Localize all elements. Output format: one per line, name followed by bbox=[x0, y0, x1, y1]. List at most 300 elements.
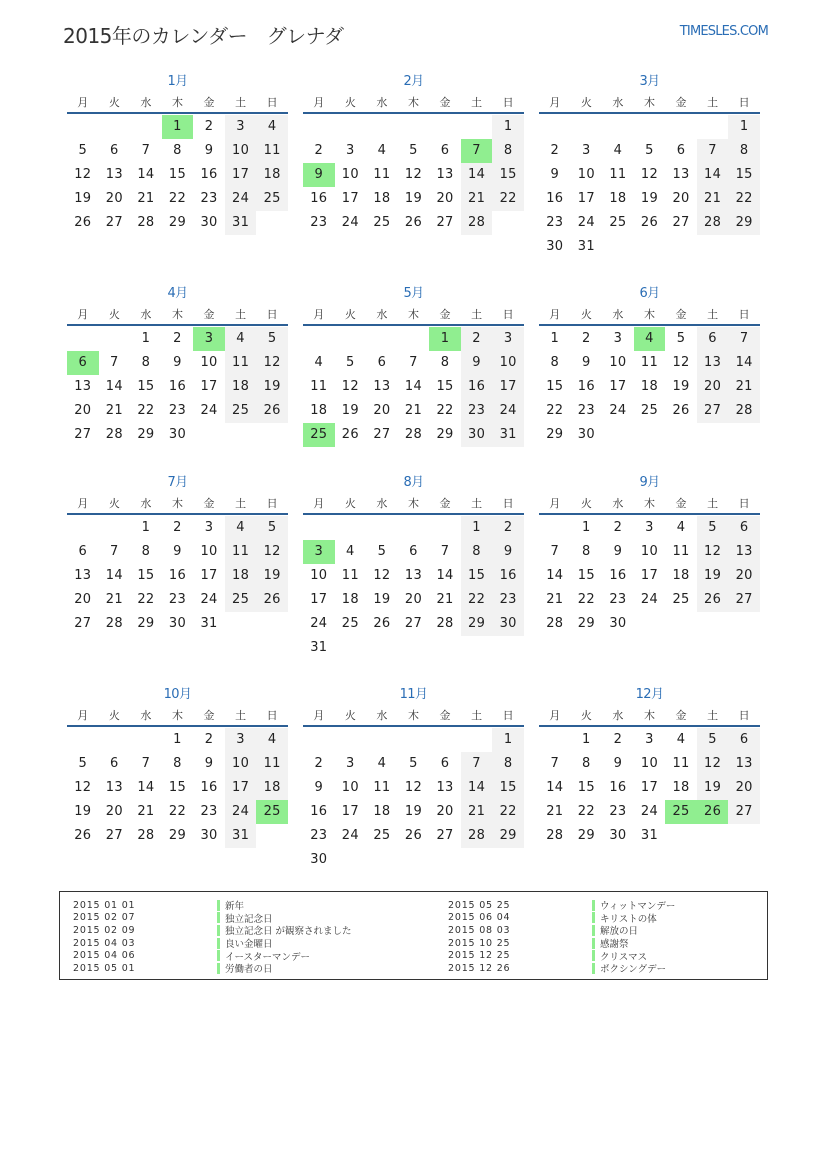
day-grid bbox=[303, 516, 524, 660]
holiday-list bbox=[59, 891, 768, 980]
weekday-label: 水 bbox=[612, 709, 624, 722]
day-cell: 15 bbox=[577, 780, 595, 795]
weekday-label: 火 bbox=[108, 497, 120, 510]
day-cell: 20 bbox=[436, 804, 454, 819]
day-cell: 12 bbox=[697, 540, 729, 564]
month-8 bbox=[303, 473, 524, 660]
day-cell: 31 bbox=[225, 211, 257, 235]
day-cell: 20 bbox=[697, 375, 729, 399]
day-cell: 11 bbox=[341, 568, 359, 583]
day-cell: 16 bbox=[200, 780, 218, 795]
empty-cell bbox=[303, 115, 335, 139]
day-cell: 27 bbox=[74, 616, 92, 631]
day-cell: 21 bbox=[137, 804, 155, 819]
day-cell: 28 bbox=[137, 215, 155, 230]
day-cell: 3 bbox=[645, 732, 654, 747]
day-cell: 15 bbox=[137, 379, 155, 394]
weekday-label: 土 bbox=[471, 96, 483, 109]
holiday-day-cell: 3 bbox=[193, 327, 225, 351]
day-cell: 24 bbox=[492, 399, 524, 423]
day-cell: 30 bbox=[609, 828, 627, 843]
day-cell: 21 bbox=[697, 187, 729, 211]
empty-cell bbox=[366, 516, 398, 540]
day-cell: 16 bbox=[609, 780, 627, 795]
weekday-header bbox=[67, 304, 288, 326]
holiday-row bbox=[448, 937, 675, 950]
day-cell: 12 bbox=[74, 780, 92, 795]
weekday-label: 火 bbox=[344, 497, 356, 510]
day-cell: 14 bbox=[137, 167, 155, 182]
empty-cell bbox=[366, 327, 398, 351]
day-cell: 4 bbox=[225, 516, 257, 540]
day-cell: 21 bbox=[404, 403, 423, 418]
day-cell: 15 bbox=[137, 568, 155, 583]
day-cell: 26 bbox=[74, 215, 92, 230]
day-cell: 12 bbox=[404, 780, 423, 795]
day-cell: 10 bbox=[200, 544, 218, 559]
day-cell: 2 bbox=[173, 520, 182, 535]
day-cell: 17 bbox=[492, 375, 524, 399]
month-9 bbox=[539, 473, 760, 636]
day-grid bbox=[539, 728, 760, 848]
day-cell: 14 bbox=[436, 568, 454, 583]
weekday-label: 土 bbox=[707, 497, 719, 510]
day-cell: 18 bbox=[373, 804, 391, 819]
weekday-label: 土 bbox=[471, 308, 483, 321]
day-cell: 28 bbox=[137, 828, 155, 843]
day-cell: 9 bbox=[613, 544, 623, 559]
day-cell: 17 bbox=[200, 568, 218, 583]
day-cell: 16 bbox=[310, 804, 328, 819]
day-cell: 5 bbox=[697, 516, 729, 540]
empty-cell bbox=[429, 115, 461, 139]
day-cell: 5 bbox=[676, 331, 686, 346]
day-cell: 9 bbox=[492, 540, 524, 564]
empty-cell bbox=[130, 115, 162, 139]
holiday-marker bbox=[592, 925, 595, 936]
day-cell: 10 bbox=[200, 355, 218, 370]
day-cell: 11 bbox=[640, 355, 659, 370]
day-cell: 7 bbox=[550, 756, 560, 771]
day-cell: 17 bbox=[310, 592, 328, 607]
day-cell: 10 bbox=[225, 752, 257, 776]
weekday-label: 土 bbox=[471, 709, 483, 722]
holiday-row bbox=[73, 924, 352, 937]
day-cell: 28 bbox=[461, 211, 493, 235]
holiday-day-cell: 3 bbox=[303, 540, 335, 564]
day-cell: 1 bbox=[492, 115, 524, 139]
day-cell: 6 bbox=[728, 728, 760, 752]
holiday-marker bbox=[592, 900, 595, 911]
holiday-date: 2015 06 04 bbox=[448, 912, 511, 924]
weekday-label: 金 bbox=[439, 308, 451, 321]
weekday-label: 金 bbox=[203, 96, 215, 109]
holiday-marker bbox=[217, 963, 220, 974]
day-cell: 4 bbox=[225, 327, 257, 351]
day-cell: 23 bbox=[577, 403, 595, 418]
day-cell: 13 bbox=[672, 167, 690, 182]
holiday-name: ウィットマンデー bbox=[600, 901, 676, 913]
holiday-marker bbox=[217, 912, 220, 923]
day-cell: 21 bbox=[728, 375, 760, 399]
day-cell: 5 bbox=[409, 143, 418, 158]
weekday-label: 金 bbox=[439, 96, 451, 109]
weekday-label: 土 bbox=[235, 497, 247, 510]
day-cell: 20 bbox=[672, 191, 690, 206]
holiday-date: 2015 05 25 bbox=[448, 899, 511, 911]
day-cell: 16 bbox=[168, 568, 187, 583]
day-cell: 26 bbox=[404, 215, 423, 230]
day-cell: 28 bbox=[546, 616, 564, 631]
day-cell: 17 bbox=[225, 776, 257, 800]
empty-cell bbox=[429, 728, 461, 752]
empty-cell bbox=[539, 115, 571, 139]
day-cell: 26 bbox=[373, 616, 391, 631]
day-cell: 7 bbox=[550, 544, 560, 559]
day-cell: 18 bbox=[373, 191, 391, 206]
day-cell: 10 bbox=[225, 139, 257, 163]
weekday-label: 土 bbox=[707, 96, 719, 109]
day-cell: 16 bbox=[577, 379, 595, 394]
day-cell: 10 bbox=[492, 351, 524, 375]
day-cell: 18 bbox=[310, 403, 328, 418]
weekday-label: 土 bbox=[235, 96, 247, 109]
day-cell: 2 bbox=[173, 331, 182, 346]
day-cell: 23 bbox=[168, 403, 187, 418]
holiday-day-cell: 1 bbox=[162, 115, 194, 139]
day-cell: 28 bbox=[728, 399, 760, 423]
day-cell: 11 bbox=[310, 379, 328, 394]
day-cell: 21 bbox=[105, 403, 123, 418]
day-cell: 5 bbox=[256, 516, 288, 540]
weekday-label: 木 bbox=[171, 497, 183, 510]
day-cell: 8 bbox=[728, 139, 760, 163]
empty-cell bbox=[571, 115, 603, 139]
day-cell: 22 bbox=[461, 588, 493, 612]
weekday-label: 木 bbox=[407, 308, 419, 321]
day-cell: 16 bbox=[168, 379, 187, 394]
day-cell: 5 bbox=[409, 756, 418, 771]
day-cell: 4 bbox=[314, 355, 324, 370]
holiday-date: 2015 02 07 bbox=[73, 912, 136, 924]
empty-cell bbox=[634, 115, 666, 139]
holiday-row bbox=[448, 912, 675, 925]
holiday-marker bbox=[592, 963, 595, 974]
day-cell: 16 bbox=[492, 564, 524, 588]
weekday-label: 日 bbox=[738, 96, 750, 109]
day-cell: 23 bbox=[492, 588, 524, 612]
day-cell: 19 bbox=[256, 375, 288, 399]
day-cell: 16 bbox=[200, 167, 218, 182]
day-cell: 20 bbox=[74, 592, 92, 607]
day-cell: 30 bbox=[168, 616, 187, 631]
day-cell: 11 bbox=[225, 540, 257, 564]
holiday-date: 2015 12 25 bbox=[448, 950, 511, 962]
day-cell: 11 bbox=[256, 139, 288, 163]
weekday-label: 水 bbox=[612, 96, 624, 109]
day-cell: 9 bbox=[461, 351, 493, 375]
day-cell: 12 bbox=[256, 540, 288, 564]
day-cell: 30 bbox=[461, 423, 493, 447]
day-cell: 12 bbox=[697, 752, 729, 776]
holiday-row bbox=[448, 899, 675, 912]
empty-cell bbox=[67, 327, 99, 351]
day-cell: 22 bbox=[168, 804, 187, 819]
day-cell: 6 bbox=[728, 516, 760, 540]
day-cell: 23 bbox=[609, 592, 627, 607]
day-cell: 20 bbox=[404, 592, 423, 607]
weekday-label: 木 bbox=[643, 709, 655, 722]
weekday-header bbox=[303, 493, 524, 515]
holiday-date: 2015 01 01 bbox=[73, 899, 136, 911]
empty-cell bbox=[335, 115, 367, 139]
day-cell: 9 bbox=[613, 756, 623, 771]
day-cell: 2 bbox=[613, 520, 623, 535]
holiday-name: イースターマンデー bbox=[225, 951, 311, 963]
day-cell: 2 bbox=[314, 143, 324, 158]
day-cell: 10 bbox=[640, 756, 659, 771]
month-title: 9月 bbox=[639, 475, 660, 490]
day-cell: 15 bbox=[577, 568, 595, 583]
day-cell: 8 bbox=[141, 355, 151, 370]
day-cell: 19 bbox=[697, 564, 729, 588]
day-cell: 28 bbox=[105, 427, 123, 442]
day-cell: 10 bbox=[341, 167, 359, 182]
day-cell: 24 bbox=[225, 800, 257, 824]
weekday-label: 水 bbox=[140, 709, 152, 722]
weekday-label: 金 bbox=[675, 96, 687, 109]
month-title: 7月 bbox=[167, 475, 188, 490]
day-cell: 10 bbox=[341, 780, 359, 795]
day-cell: 27 bbox=[728, 588, 760, 612]
day-cell: 21 bbox=[546, 592, 564, 607]
day-cell: 22 bbox=[436, 403, 454, 418]
day-cell: 17 bbox=[341, 804, 359, 819]
day-cell: 5 bbox=[377, 544, 387, 559]
day-cell: 13 bbox=[728, 752, 760, 776]
day-cell: 14 bbox=[697, 163, 729, 187]
day-cell: 17 bbox=[225, 163, 257, 187]
month-1 bbox=[67, 72, 288, 235]
weekday-label: 水 bbox=[140, 96, 152, 109]
day-cell: 1 bbox=[461, 516, 493, 540]
day-cell: 15 bbox=[546, 379, 564, 394]
day-cell: 17 bbox=[200, 379, 218, 394]
month-7 bbox=[67, 473, 288, 636]
day-cell: 31 bbox=[225, 824, 257, 848]
empty-cell bbox=[398, 327, 430, 351]
weekday-label: 日 bbox=[738, 709, 750, 722]
day-cell: 8 bbox=[582, 756, 591, 771]
day-cell: 30 bbox=[200, 215, 218, 230]
month-12 bbox=[539, 685, 760, 848]
day-cell: 27 bbox=[404, 616, 423, 631]
day-cell: 31 bbox=[200, 616, 218, 631]
weekday-label: 月 bbox=[313, 308, 325, 321]
weekday-label: 火 bbox=[108, 308, 120, 321]
day-cell: 6 bbox=[377, 355, 387, 370]
holiday-day-cell: 25 bbox=[665, 800, 697, 824]
empty-cell bbox=[398, 728, 430, 752]
day-cell: 2 bbox=[582, 331, 591, 346]
holiday-date: 2015 05 01 bbox=[73, 962, 136, 974]
day-cell: 24 bbox=[640, 804, 659, 819]
weekday-label: 日 bbox=[502, 96, 514, 109]
day-cell: 25 bbox=[225, 588, 257, 612]
holiday-marker bbox=[592, 950, 595, 961]
day-cell: 11 bbox=[225, 351, 257, 375]
holiday-column-right bbox=[448, 899, 675, 975]
day-cell: 24 bbox=[341, 828, 359, 843]
day-cell: 25 bbox=[640, 403, 659, 418]
day-cell: 26 bbox=[697, 588, 729, 612]
day-cell: 17 bbox=[341, 191, 359, 206]
day-cell: 7 bbox=[440, 544, 450, 559]
weekday-label: 火 bbox=[580, 308, 592, 321]
empty-cell bbox=[429, 516, 461, 540]
day-cell: 27 bbox=[672, 215, 690, 230]
day-cell: 15 bbox=[436, 379, 454, 394]
day-cell: 11 bbox=[373, 780, 391, 795]
day-cell: 1 bbox=[582, 520, 591, 535]
day-cell: 7 bbox=[141, 143, 151, 158]
weekday-label: 土 bbox=[235, 308, 247, 321]
weekday-label: 水 bbox=[612, 308, 624, 321]
holiday-name: 良い金曜日 bbox=[225, 939, 273, 951]
day-cell: 20 bbox=[728, 564, 760, 588]
day-cell: 16 bbox=[609, 568, 627, 583]
day-cell: 4 bbox=[676, 732, 686, 747]
day-cell: 14 bbox=[105, 568, 123, 583]
day-cell: 24 bbox=[200, 592, 218, 607]
day-cell: 20 bbox=[436, 191, 454, 206]
day-cell: 22 bbox=[577, 592, 595, 607]
day-cell: 23 bbox=[609, 804, 627, 819]
day-cell: 22 bbox=[168, 191, 187, 206]
weekday-label: 水 bbox=[140, 308, 152, 321]
month-10 bbox=[67, 685, 288, 848]
day-grid bbox=[67, 728, 288, 848]
empty-cell bbox=[303, 516, 335, 540]
day-cell: 25 bbox=[609, 215, 627, 230]
day-cell: 22 bbox=[137, 403, 155, 418]
day-cell: 22 bbox=[728, 187, 760, 211]
day-cell: 14 bbox=[137, 780, 155, 795]
day-cell: 9 bbox=[173, 355, 182, 370]
month-5 bbox=[303, 284, 524, 447]
empty-cell bbox=[366, 115, 398, 139]
day-cell: 12 bbox=[341, 379, 359, 394]
day-cell: 16 bbox=[310, 191, 328, 206]
day-cell: 23 bbox=[310, 215, 328, 230]
day-cell: 31 bbox=[640, 828, 659, 843]
day-cell: 4 bbox=[676, 520, 686, 535]
day-cell: 29 bbox=[577, 828, 595, 843]
brand-link[interactable]: TIMESLES.COM bbox=[679, 24, 768, 39]
day-cell: 18 bbox=[672, 568, 690, 583]
day-cell: 31 bbox=[577, 239, 595, 254]
day-cell: 10 bbox=[310, 568, 328, 583]
day-cell: 28 bbox=[404, 427, 423, 442]
day-cell: 12 bbox=[256, 351, 288, 375]
day-cell: 19 bbox=[404, 191, 423, 206]
day-cell: 13 bbox=[105, 167, 123, 182]
day-cell: 28 bbox=[697, 211, 729, 235]
empty-cell bbox=[99, 728, 131, 752]
day-cell: 29 bbox=[168, 828, 187, 843]
month-title: 3月 bbox=[639, 74, 660, 89]
day-cell: 3 bbox=[346, 756, 355, 771]
day-cell: 26 bbox=[256, 399, 288, 423]
day-cell: 2 bbox=[204, 119, 214, 134]
holiday-date: 2015 08 03 bbox=[448, 924, 511, 936]
weekday-label: 水 bbox=[376, 497, 388, 510]
holiday-name: 労働者の日 bbox=[225, 964, 273, 976]
day-cell: 23 bbox=[546, 215, 564, 230]
day-cell: 7 bbox=[728, 327, 760, 351]
empty-cell bbox=[539, 516, 571, 540]
month-title: 10月 bbox=[163, 687, 192, 702]
day-cell: 19 bbox=[404, 804, 423, 819]
day-cell: 22 bbox=[577, 804, 595, 819]
day-cell: 3 bbox=[225, 115, 257, 139]
holiday-name: 解放の日 bbox=[600, 926, 639, 938]
day-cell: 7 bbox=[409, 355, 418, 370]
day-cell: 19 bbox=[640, 191, 659, 206]
day-cell: 5 bbox=[78, 143, 88, 158]
weekday-label: 火 bbox=[108, 709, 120, 722]
day-cell: 23 bbox=[168, 592, 187, 607]
day-cell: 17 bbox=[640, 780, 659, 795]
month-title: 1月 bbox=[167, 74, 188, 89]
weekday-label: 月 bbox=[313, 96, 325, 109]
holiday-day-cell: 25 bbox=[256, 800, 288, 824]
weekday-label: 火 bbox=[344, 308, 356, 321]
day-cell: 14 bbox=[461, 163, 493, 187]
day-cell: 4 bbox=[377, 756, 387, 771]
day-cell: 21 bbox=[105, 592, 123, 607]
month-11 bbox=[303, 685, 524, 872]
weekday-header bbox=[303, 92, 524, 114]
day-cell: 22 bbox=[137, 592, 155, 607]
holiday-row bbox=[73, 899, 352, 912]
day-cell: 3 bbox=[613, 331, 623, 346]
weekday-label: 木 bbox=[643, 96, 655, 109]
month-title: 11月 bbox=[399, 687, 428, 702]
day-cell: 13 bbox=[373, 379, 391, 394]
empty-cell bbox=[461, 728, 493, 752]
day-cell: 6 bbox=[697, 327, 729, 351]
day-cell: 30 bbox=[200, 828, 218, 843]
day-cell: 29 bbox=[728, 211, 760, 235]
day-cell: 14 bbox=[105, 379, 123, 394]
day-cell: 27 bbox=[74, 427, 92, 442]
page-title: 2015年のカレンダー グレナダ bbox=[63, 24, 344, 48]
day-cell: 25 bbox=[256, 187, 288, 211]
holiday-day-cell: 9 bbox=[303, 163, 335, 187]
weekday-header bbox=[67, 493, 288, 515]
day-cell: 3 bbox=[645, 520, 654, 535]
day-cell: 29 bbox=[436, 427, 454, 442]
day-cell: 14 bbox=[461, 776, 493, 800]
day-cell: 3 bbox=[492, 327, 524, 351]
day-cell: 8 bbox=[492, 752, 524, 776]
day-cell: 7 bbox=[110, 544, 119, 559]
day-cell: 22 bbox=[492, 800, 524, 824]
empty-cell bbox=[99, 327, 131, 351]
day-cell: 8 bbox=[173, 143, 182, 158]
holiday-date: 2015 04 06 bbox=[73, 950, 136, 962]
